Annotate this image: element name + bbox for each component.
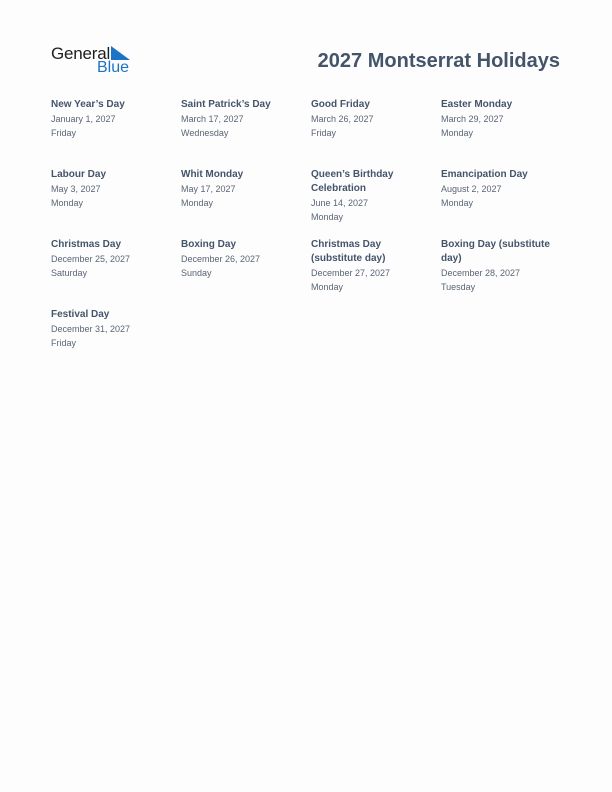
holiday-date: December 25, 2027 xyxy=(51,254,131,264)
holiday-item xyxy=(311,98,433,140)
holiday-date: January 1, 2027 xyxy=(51,114,116,124)
holiday-date: December 26, 2027 xyxy=(181,254,261,264)
holiday-weekday: Monday xyxy=(441,198,474,208)
holiday-item xyxy=(51,98,173,140)
holiday-item xyxy=(441,238,559,294)
holiday-weekday: Friday xyxy=(51,338,77,348)
generalblue-logo xyxy=(51,44,133,78)
holiday-name: Boxing Day xyxy=(181,239,237,250)
holiday-item xyxy=(51,168,173,210)
holiday-name: New Year’s Day xyxy=(51,99,125,110)
holiday-item xyxy=(441,98,563,140)
holiday-date: March 29, 2027 xyxy=(441,114,504,124)
holiday-date: December 28, 2027 xyxy=(441,268,521,278)
holiday-item xyxy=(181,238,303,280)
holiday-weekday: Monday xyxy=(441,128,474,138)
holiday-item xyxy=(51,308,173,350)
holiday-weekday: Monday xyxy=(311,282,344,292)
logo-triangle-icon xyxy=(111,46,130,60)
holiday-weekday: Friday xyxy=(51,128,77,138)
holiday-date: March 26, 2027 xyxy=(311,114,374,124)
logo-text-blue: Blue xyxy=(97,59,130,76)
holiday-name: Christmas Day xyxy=(51,239,122,250)
holiday-item xyxy=(181,168,303,210)
holiday-date: December 27, 2027 xyxy=(311,268,391,278)
holiday-name: Labour Day xyxy=(51,169,107,180)
holiday-item xyxy=(441,168,563,210)
holiday-item xyxy=(51,238,173,280)
holiday-name: Emancipation Day xyxy=(441,169,528,180)
holiday-weekday: Saturday xyxy=(51,268,88,278)
holiday-weekday: Sunday xyxy=(181,268,212,278)
holiday-weekday: Friday xyxy=(311,128,337,138)
holiday-date: May 17, 2027 xyxy=(181,184,236,194)
holiday-date: March 17, 2027 xyxy=(181,114,244,124)
holiday-item xyxy=(181,98,303,140)
holiday-name: Christmas Day (substitute day) xyxy=(311,239,386,264)
holiday-weekday: Wednesday xyxy=(181,128,229,138)
holiday-name: Saint Patrick’s Day xyxy=(181,99,271,110)
page-title: 2027 Montserrat Holidays xyxy=(317,50,560,72)
holiday-item xyxy=(311,238,411,294)
holiday-date: June 14, 2027 xyxy=(311,198,369,208)
holiday-name: Festival Day xyxy=(51,309,110,320)
holiday-date: May 3, 2027 xyxy=(51,184,101,194)
holiday-name: Queen’s Birthday Celebration xyxy=(311,169,394,194)
holiday-name: Good Friday xyxy=(311,99,370,110)
holiday-date: August 2, 2027 xyxy=(441,184,502,194)
holiday-name: Whit Monday xyxy=(181,169,244,180)
holiday-weekday: Monday xyxy=(51,198,84,208)
holiday-weekday: Monday xyxy=(181,198,214,208)
holiday-item xyxy=(311,168,411,224)
holiday-name: Boxing Day (substitute day) xyxy=(441,239,550,264)
holiday-weekday: Tuesday xyxy=(441,282,476,292)
holiday-date: December 31, 2027 xyxy=(51,324,131,334)
holiday-weekday: Monday xyxy=(311,212,344,222)
logo-text-general: General xyxy=(51,44,111,63)
holiday-name: Easter Monday xyxy=(441,99,513,110)
